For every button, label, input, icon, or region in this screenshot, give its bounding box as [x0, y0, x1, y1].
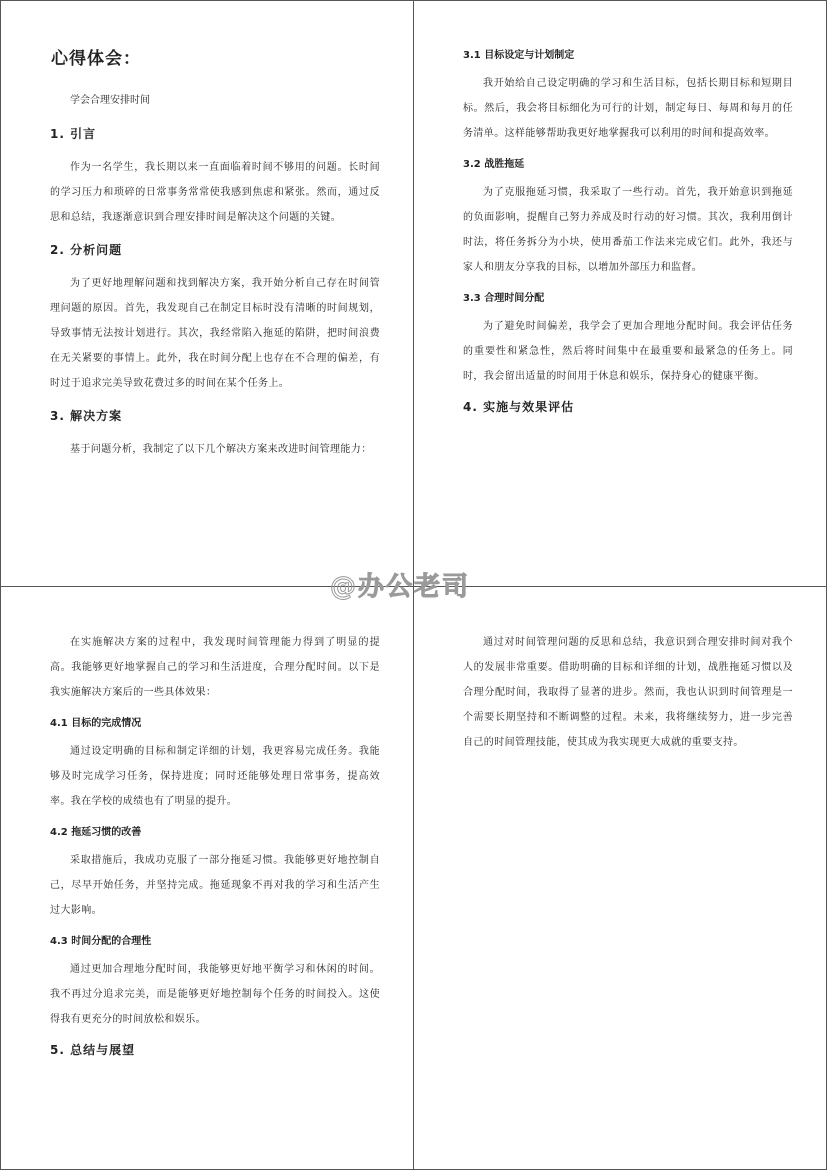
section-5-text: 通过对时间管理问题的反思和总结，我意识到合理安排时间对我个人的发展非常重要。借助明确的目标和详细的计划，战胜拖延习惯以及合理分配时间，我取得了显著的进步。然而，我也认识到时间管理是一个需要长期坚持和不断调整的过程。未来，我将继续努力，进一步完善自己的时间管理技能，使其成为我实现更大成就的重要支持。 — [463, 637, 793, 748]
section-4-2-heading: 4.2 拖延习惯的改善 — [50, 827, 142, 838]
doc-title: 心得体会： — [51, 49, 141, 69]
page-1 — [50, 44, 380, 473]
page-4 — [463, 630, 793, 766]
section-3-1-text: 我开始给自己设定明确的学习和生活目标，包括长期目标和短期目标。然后，我会将目标细化为可行的计划，制定每日、每周和每月的任务清单。这样能够帮助我更好地掌握我可以利用的时间和提高效率。 — [463, 78, 793, 139]
section-4-intro: 在实施解决方案的过程中，我发现时间管理能力得到了明显的提高。我能够更好地掌握自己的学习和生活进度，合理分配时间。以下是我实施解决方案后的一些具体效果： — [50, 637, 380, 698]
section-5-heading: 5. 总结与展望 — [50, 1043, 136, 1057]
section-4-2-text: 采取措施后，我成功克服了一部分拖延习惯。我能够更好地控制自己，尽早开始任务，并坚持完成。拖延现象不再对我的学习和生活产生过大影响。 — [50, 855, 380, 916]
doc-subtitle: 学会合理安排时间 — [70, 95, 150, 106]
section-3-heading: 3. 解决方案 — [50, 409, 123, 423]
section-3-3-heading: 3.3 合理时间分配 — [463, 293, 545, 304]
section-4-1-heading: 4.1 目标的完成情况 — [50, 718, 142, 729]
section-4-heading: 4. 实施与效果评估 — [463, 400, 575, 414]
watermark-logo: @办公老司 — [330, 572, 471, 602]
section-4-3-heading: 4.3 时间分配的合理性 — [50, 936, 152, 947]
section-3-text: 基于问题分析，我制定了以下几个解决方案来改进时间管理能力： — [70, 444, 372, 455]
section-1-heading: 1. 引言 — [50, 127, 97, 141]
section-3-2-heading: 3.2 战胜拖延 — [463, 159, 525, 170]
page-3 — [50, 630, 380, 1071]
page-2 — [463, 46, 793, 428]
section-4-3-text: 通过更加合理地分配时间，我能够更好地平衡学习和休闲的时间。我不再过分追求完美，而是能够更好地控制每个任务的时间投入。这使得我有更充分的时间放松和娱乐。 — [50, 964, 380, 1025]
section-2-text: 为了更好地理解问题和找到解决方案，我开始分析自己存在时间管理问题的原因。首先，我发现自己在制定目标时没有清晰的时间规划，导致事情无法按计划进行。其次，我经常陷入拖延的陷阱，把时间浪费在无关紧要的事情上。此外，我在时间分配上也存在不合理的偏差，有时过于追求完美导致花费过多的时间在某个任务上。 — [50, 278, 380, 389]
section-4-1-text: 通过设定明确的目标和制定详细的计划，我更容易完成任务。我能够及时完成学习任务，保持进度；同时还能够处理日常事务，提高效率。我在学校的成绩也有了明显的提升。 — [50, 746, 380, 807]
section-1-text: 作为一名学生，我长期以来一直面临着时间不够用的问题。长时间的学习压力和琐碎的日常事务常常使我感到焦虑和紧张。然而，通过反思和总结，我逐渐意识到合理安排时间是解决这个问题的关键。 — [50, 162, 380, 223]
section-3-3-text: 为了避免时间偏差，我学会了更加合理地分配时间。我会评估任务的重要性和紧急性，然后将时间集中在最重要和最紧急的任务上。同时，我会留出适量的时间用于休息和娱乐，保持身心的健康平衡。 — [463, 321, 793, 382]
section-3-1-heading: 3.1 目标设定与计划制定 — [463, 50, 575, 61]
section-2-heading: 2. 分析问题 — [50, 243, 123, 257]
section-3-2-text: 为了克服拖延习惯，我采取了一些行动。首先，我开始意识到拖延的负面影响，提醒自己努力养成及时行动的好习惯。其次，我利用倒计时法，将任务拆分为小块，使用番茄工作法来完成它们。此外，我还与家人和朋友分享我的目标，以增加外部压力和监督。 — [463, 187, 793, 273]
